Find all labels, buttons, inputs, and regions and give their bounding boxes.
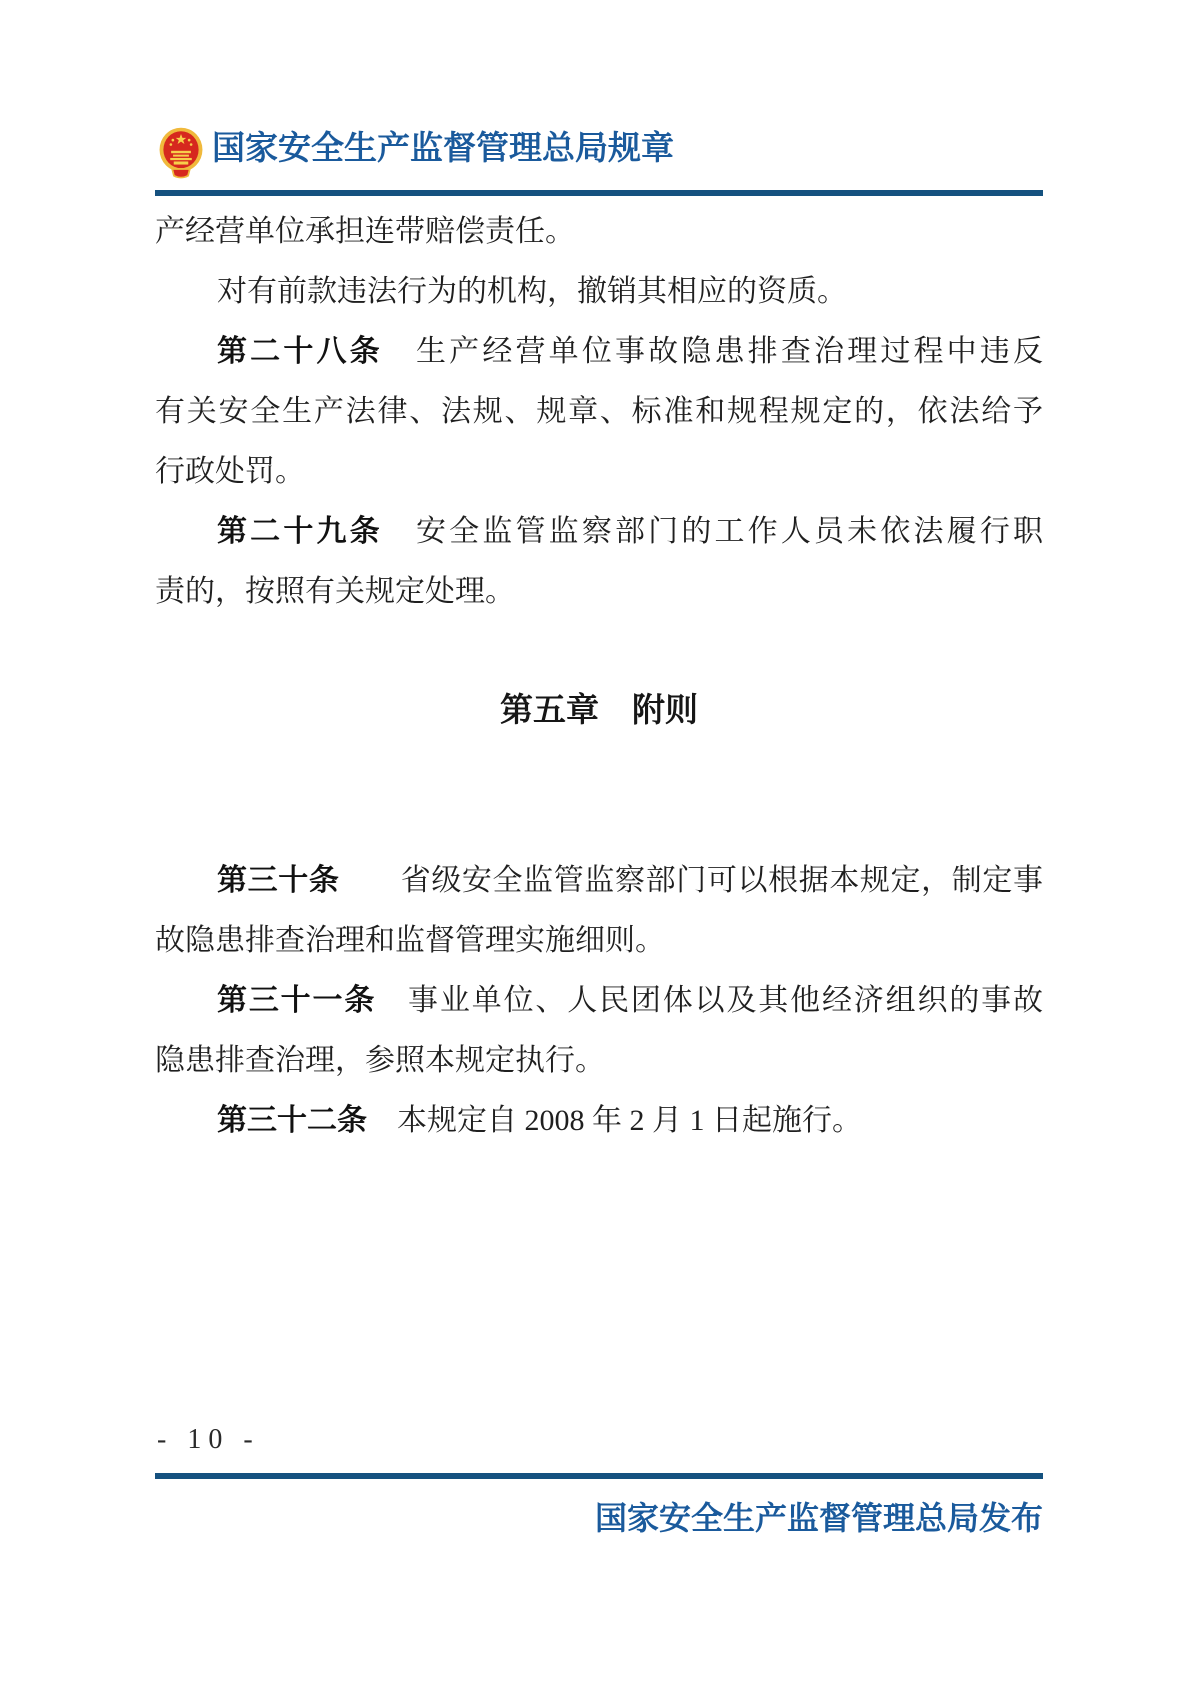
body-line [155,262,1043,322]
line-text: 隐患排查治理，参照本规定执行。 [155,1044,605,1077]
line-text: 省级安全监管监察部门可以根据本规定，制定事 [339,864,1044,897]
line-text: 事业单位、人民团体以及其他经济组织的事故 [376,984,1044,1017]
body-line [155,502,1043,562]
line-text: 生产经营单位事故隐患排查治理过程中违反 [382,335,1044,368]
china-national-emblem-icon [159,127,203,179]
body-line [155,851,1043,911]
footer-publisher: 国家安全生产监督管理总局发布 [594,1500,1043,1536]
body-section-1 [155,202,1043,622]
line-text: 产经营单位承担连带赔偿责任。 [155,215,575,248]
line-text: 责的，按照有关规定处理。 [155,575,515,608]
line-text: 本规定自 2008 年 2 月 1 日起施行。 [367,1104,862,1137]
body-line [155,202,1043,262]
article-number: 第三十二条 [217,1104,367,1137]
chapter-heading: 第五章 附则 [500,691,698,728]
header-divider [155,190,1043,196]
line-text: 有关安全生产法律、法规、规章、标准和规程规定的，依法给予 [155,395,1043,428]
body-section-2 [155,851,1043,1151]
line-text: 行政处罚。 [155,455,305,488]
article-number: 第二十九条 [217,515,383,548]
article-number: 第三十一条 [217,984,377,1017]
page-number: - 10 - [157,1424,260,1455]
footer-divider [155,1473,1043,1479]
body-line [155,382,1043,442]
line-text: 故隐患排查治理和监督管理实施细则。 [155,924,665,957]
body-line [155,971,1043,1031]
article-number: 第二十八条 [217,335,383,368]
article-number: 第三十条 [217,864,340,897]
line-text: 对有前款违法行为的机构，撤销其相应的资质。 [217,275,847,308]
body-line [155,1031,1043,1091]
body-line [155,442,1043,502]
line-text: 安全监管监察部门的工作人员未依法履行职 [382,515,1044,548]
body-line [155,562,1043,622]
body-line [155,911,1043,971]
body-line [155,1091,1043,1151]
body-line [155,322,1043,382]
header-title: 国家安全生产监督管理总局规章 [212,131,674,167]
